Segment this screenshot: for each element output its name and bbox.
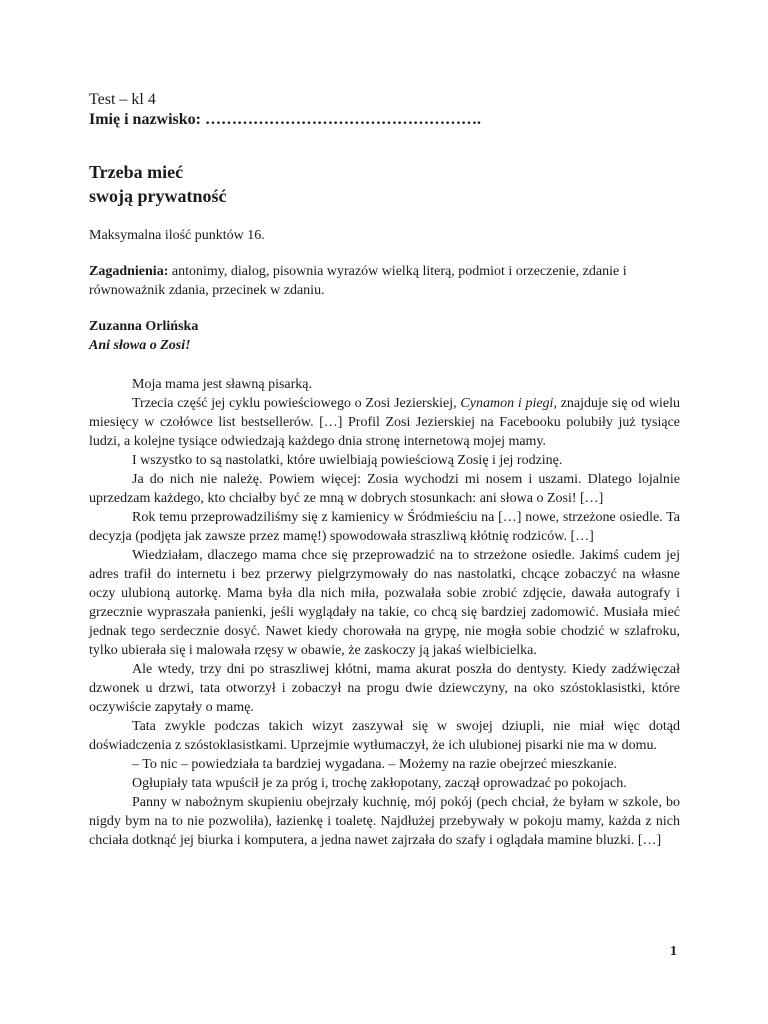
paragraph: I wszystko to są nastolatki, które uwielbiają powieściową Zosię i jej rodzinę. [132, 453, 563, 468]
paragraph-text: Trzecia część jej cyklu powieściowego o Zosi Jezierskiej, [132, 396, 461, 411]
story-text [89, 375, 680, 850]
title-line-2: swoją prywatność [89, 186, 227, 206]
paragraph [89, 394, 680, 451]
paragraph: Ja do nich nie należę. Powiem więcej: Zosia wychodzi mi nosem i uszami. Dlatego lojalnie uprzedzam każdego, kto chciałby być ze mną w dobrych stosunkach: ani słowa o Zosi! […] [89, 472, 680, 506]
paragraph: Rok temu przeprowadziliśmy się z kamienicy w Śródmieściu na […] nowe, strzeżone osiedle. Ta decyzja (podjęta jak zawsze przez mamę!) spowodowała straszliwą kłótnię rodziców. […] [89, 510, 680, 544]
document-title [89, 160, 680, 208]
book-title: Ani słowa o Zosi! [89, 338, 191, 353]
paragraph: – To nic – powiedziała ta bardziej wygadana. – Możemy na razie obejrzeć mieszkanie. [132, 757, 618, 772]
paragraph: Ogłupiały tata wpuścił je za próg i, trochę zakłopotany, zaczął oprowadzać po pokojach. [132, 776, 627, 791]
paragraph: Panny w nabożnym skupieniu obejrzały kuchnię, mój pokój (pech chciał, że byłam w szkole, bo nigdy bym na to nie pozwoliła), łazienkę i toaletę. Najdłużej przebywały w pokoju mamy, każda z nich chciała dotknąć jej biurka i komputera, a jedna nawet zajrzała do szafy i oglądała mamine bluzki. […] [89, 795, 680, 848]
topics-text: antonimy, dialog, pisownia wyrazów wielką literą, podmiot i orzeczenie, zdanie i równoważnik zdania, przecinek w zdaniu. [89, 264, 627, 298]
book-name-italic: Cynamon i piegi [460, 396, 554, 411]
paragraph: Moja mama jest sławną pisarką. [132, 377, 313, 392]
topics [89, 262, 680, 300]
story-author: Zuzanna Orlińska [89, 319, 199, 334]
max-points: Maksymalna ilość punktów 16. [89, 228, 265, 243]
name-field-label: Imię i nazwisko: ……………………………………………. [89, 111, 481, 128]
page-content [89, 90, 680, 850]
paragraph-text: , znajduje się od wielu miesięcy w czołówce list bestsellerów. […] Profil Zosi Jezierskiej na Facebooku polubiły już tysiące ludzi, a kolejne tysiące odwiedzają każdego dnia stronę internetową mojej mamy. [89, 396, 681, 449]
paragraph: Ale wtedy, trzy dni po straszliwej kłótni, mama akurat poszła do dentysty. Kiedy zadźwięczał dzwonek u drzwi, tata otworzył i zobaczył na progu dwie dziewczyny, na oko szóstoklasistki, które oczywiście zapytały o mamę. [89, 662, 680, 715]
paragraph: Tata zwykle podczas takich wizyt zaszywał się w swojej dziupli, nie miał więc dotąd doświadczenia z szóstoklasistkami. Uprzejmie wytłumaczył, że ich ulubionej pisarki nie ma w domu. [89, 719, 680, 753]
topics-label: Zagadnienia: [89, 264, 169, 279]
title-line-1: Trzeba mieć [89, 162, 184, 182]
page-number: 1 [670, 944, 677, 959]
paragraph: Wiedziałam, dlaczego mama chce się przeprowadzić na to strzeżone osiedle. Jakimś cudem jej adres trafił do internetu i bez przerwy pielgrzymowały do nas nastolatki, chcące zobaczyć na własne oczy ulubioną autorkę. Mama była dla nich miła, pozwalała sobie zrobić zdjęcie, dawała autografy i grzecznie wypraszała panienki, jeśli wyglądały na takie, co chcą się bardziej zadomowić. Musiała mieć jednak tego serdecznie dosyć. Nawet kiedy chorowała na grypę, nie mogła sobie chodzić w szlafroku, tylko ubierała się i malowała rzęsy w obawie, że zaskoczy ją jakaś wielbicielka. [89, 548, 680, 658]
test-label: Test – kl 4 [89, 91, 156, 108]
